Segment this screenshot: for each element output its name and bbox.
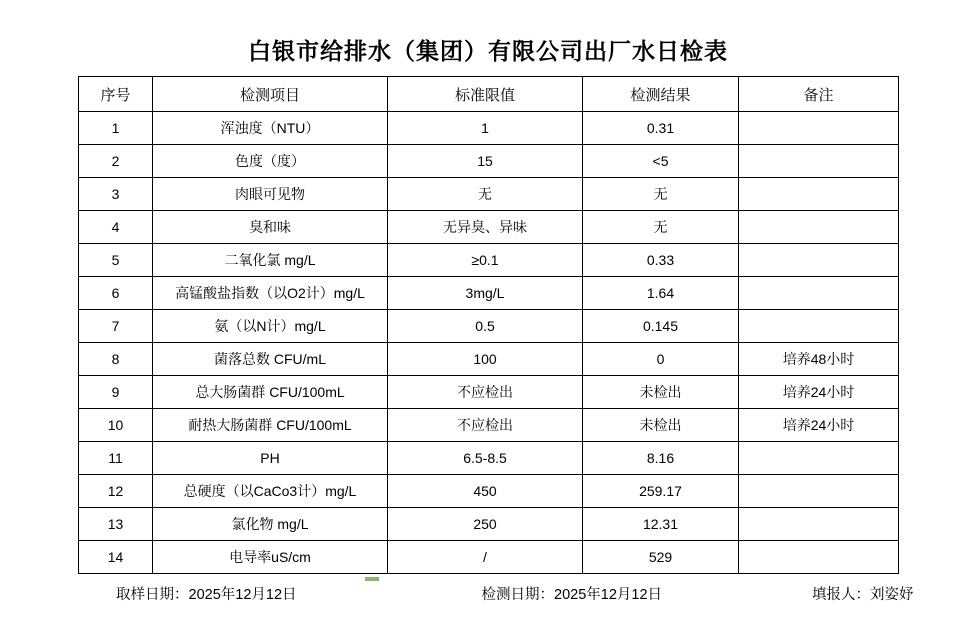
cell-remark xyxy=(739,508,899,541)
cell-remark xyxy=(739,211,899,244)
cell-remark xyxy=(739,145,899,178)
cell-remark xyxy=(739,442,899,475)
water-quality-table xyxy=(78,76,899,574)
cell-no: 13 xyxy=(79,508,153,541)
cell-limit: 6.5-8.5 xyxy=(388,442,583,475)
table-row xyxy=(79,541,899,574)
reporter-value: 刘姿妤 xyxy=(870,587,914,603)
cell-item: 二氧化氯 mg/L xyxy=(153,244,388,277)
cell-no: 11 xyxy=(79,442,153,475)
column-header-result: 检测结果 xyxy=(583,77,739,112)
cell-limit: 0.5 xyxy=(388,310,583,343)
cell-no: 1 xyxy=(79,112,153,145)
column-header-item: 检测项目 xyxy=(153,77,388,112)
cell-item: 菌落总数 CFU/mL xyxy=(153,343,388,376)
table-row xyxy=(79,145,899,178)
table-row xyxy=(79,409,899,442)
cell-no: 7 xyxy=(79,310,153,343)
cell-remark xyxy=(739,475,899,508)
table-row xyxy=(79,508,899,541)
table-row xyxy=(79,376,899,409)
cell-no: 12 xyxy=(79,475,153,508)
test-date-label: 检测日期： xyxy=(481,587,555,603)
cell-remark xyxy=(739,178,899,211)
table-row xyxy=(79,178,899,211)
page-title: 白银市给排水（集团）有限公司出厂水日检表 xyxy=(248,39,728,64)
cell-no: 14 xyxy=(79,541,153,574)
cell-result: 0 xyxy=(583,343,739,376)
cell-result: 未检出 xyxy=(583,409,739,442)
cell-item: 氨（以N计）mg/L xyxy=(153,310,388,343)
cell-limit: 100 xyxy=(388,343,583,376)
test-date-value: 2025年12月12日 xyxy=(554,587,663,603)
cell-remark xyxy=(739,310,899,343)
cell-result: 529 xyxy=(583,541,739,574)
table-row xyxy=(79,244,899,277)
cell-result: 0.145 xyxy=(583,310,739,343)
cell-result: 12.31 xyxy=(583,508,739,541)
sample-date-value: 2025年12月12日 xyxy=(188,587,297,603)
cell-limit: 无 xyxy=(388,178,583,211)
cell-no: 2 xyxy=(79,145,153,178)
cell-result: 259.17 xyxy=(583,475,739,508)
column-header-limit: 标准限值 xyxy=(388,77,583,112)
cell-limit: 不应检出 xyxy=(388,409,583,442)
column-header-no: 序号 xyxy=(79,77,153,112)
cell-result: 0.33 xyxy=(583,244,739,277)
cell-limit: / xyxy=(388,541,583,574)
cell-limit: ≥0.1 xyxy=(388,244,583,277)
table-row xyxy=(79,112,899,145)
sample-date-label: 取样日期： xyxy=(116,587,189,603)
cell-remark xyxy=(739,541,899,574)
cell-remark: 培养48小时 xyxy=(739,343,899,376)
cell-no: 3 xyxy=(79,178,153,211)
cell-limit: 无异臭、异味 xyxy=(388,211,583,244)
report-table-wrapper xyxy=(78,76,898,574)
cell-item: 氯化物 mg/L xyxy=(153,508,388,541)
cell-limit: 450 xyxy=(388,475,583,508)
cell-no: 4 xyxy=(79,211,153,244)
cell-item: 高锰酸盐指数（以O2计）mg/L xyxy=(153,277,388,310)
cell-no: 9 xyxy=(79,376,153,409)
cell-result: 8.16 xyxy=(583,442,739,475)
cell-result: 0.31 xyxy=(583,112,739,145)
cell-remark: 培养24小时 xyxy=(739,409,899,442)
cell-item: 肉眼可见物 xyxy=(153,178,388,211)
cell-limit: 15 xyxy=(388,145,583,178)
cell-item: 电导率uS/cm xyxy=(153,541,388,574)
cell-item: PH xyxy=(153,442,388,475)
table-row xyxy=(79,310,899,343)
table-row xyxy=(79,211,899,244)
table-row xyxy=(79,442,899,475)
table-row xyxy=(79,277,899,310)
cell-item: 总大肠菌群 CFU/100mL xyxy=(153,376,388,409)
cell-item: 总硬度（以CaCo3计）mg/L xyxy=(153,475,388,508)
table-header xyxy=(79,77,899,112)
table-row xyxy=(79,343,899,376)
cell-no: 8 xyxy=(79,343,153,376)
cell-result: 无 xyxy=(583,211,739,244)
cell-item: 耐热大肠菌群 CFU/100mL xyxy=(153,409,388,442)
cell-remark: 培养24小时 xyxy=(739,376,899,409)
green-highlight-mark xyxy=(365,577,379,581)
table-header-row xyxy=(79,77,899,112)
cell-item: 臭和味 xyxy=(153,211,388,244)
cell-result: 未检出 xyxy=(583,376,739,409)
cell-no: 6 xyxy=(79,277,153,310)
report-footer xyxy=(78,583,914,604)
cell-item: 色度（度） xyxy=(153,145,388,178)
cell-limit: 250 xyxy=(388,508,583,541)
cell-remark xyxy=(739,277,899,310)
cell-no: 5 xyxy=(79,244,153,277)
table-row xyxy=(79,475,899,508)
reporter-label: 填报人： xyxy=(812,587,871,603)
table-body xyxy=(79,112,899,574)
cell-limit: 3mg/L xyxy=(388,277,583,310)
cell-remark xyxy=(739,244,899,277)
cell-limit: 1 xyxy=(388,112,583,145)
cell-result: <5 xyxy=(583,145,739,178)
cell-no: 10 xyxy=(79,409,153,442)
cell-remark xyxy=(739,112,899,145)
cell-result: 无 xyxy=(583,178,739,211)
column-header-remark: 备注 xyxy=(739,77,899,112)
cell-item: 浑浊度（NTU） xyxy=(153,112,388,145)
cell-result: 1.64 xyxy=(583,277,739,310)
cell-limit: 不应检出 xyxy=(388,376,583,409)
